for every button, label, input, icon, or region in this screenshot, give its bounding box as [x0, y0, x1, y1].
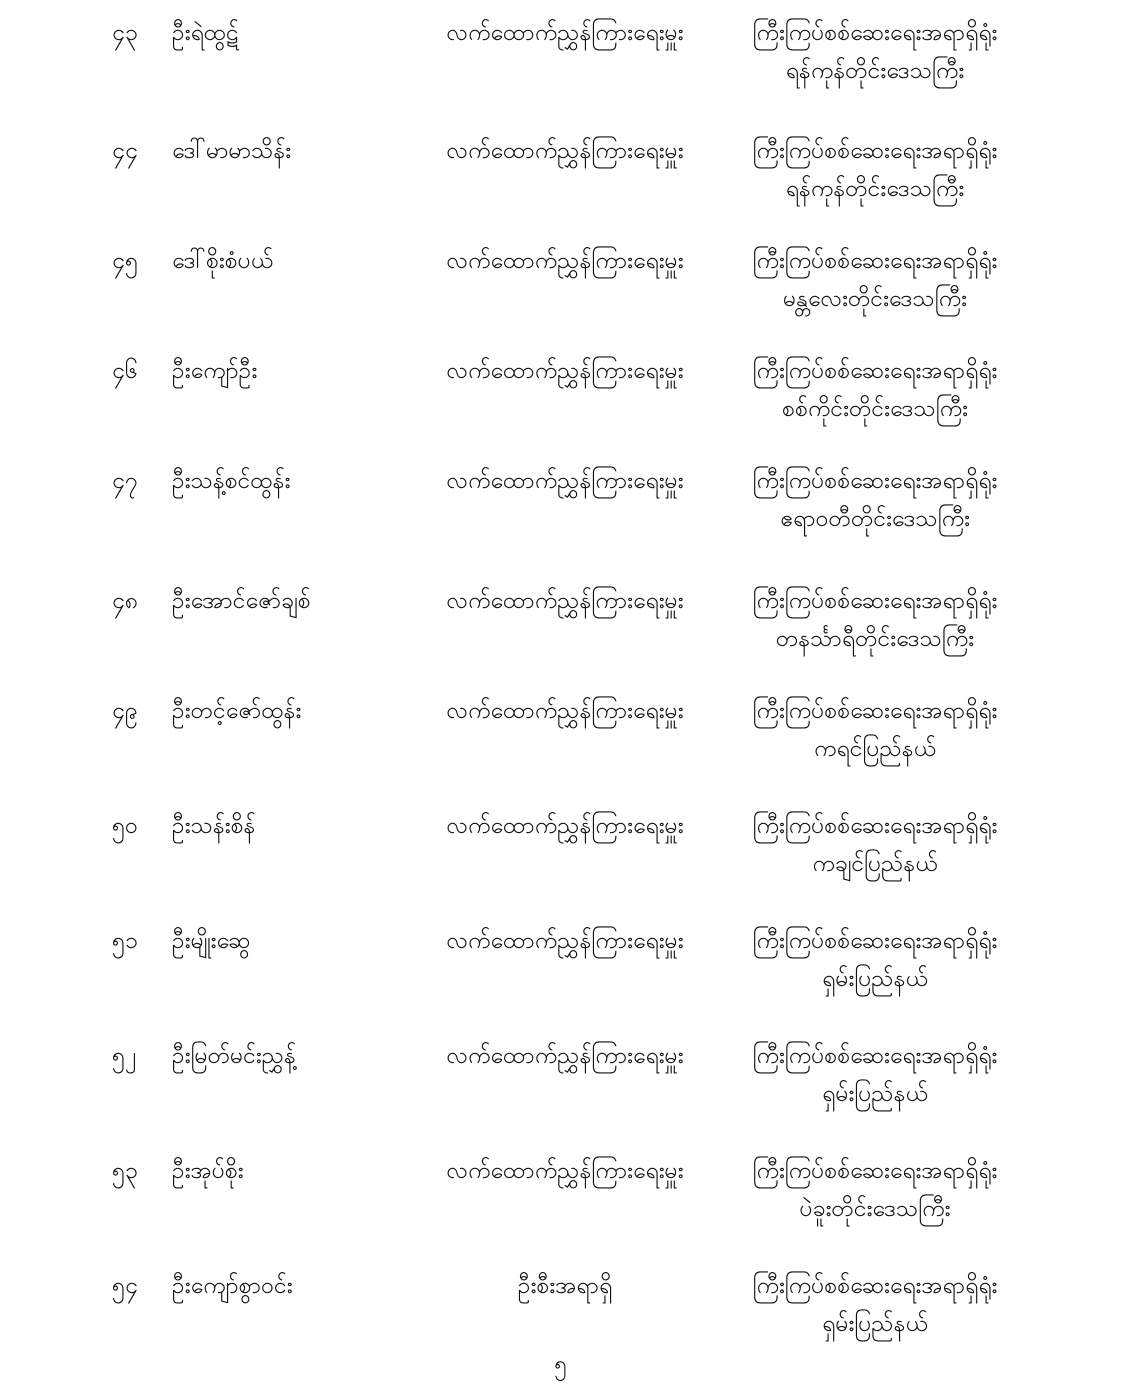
region-name: ရှမ်းပြည်နယ် [822, 966, 928, 992]
person-name: ဦးသန်းစိန် [172, 813, 256, 839]
row-number: ၅၁ [112, 928, 138, 954]
region-name: ရန်ကုန်တိုင်းဒေသကြီး [785, 58, 965, 84]
position-title: လက်ထောက်ညွှန်ကြားရေးမှူး [446, 358, 684, 384]
position-title: လက်ထောက်ညွှန်ကြားရေးမှူး [446, 928, 684, 954]
office-name: ကြီးကြပ်စစ်ဆေးရေးအရာရှိရုံး [752, 588, 998, 614]
row-number: ၄၇ [112, 468, 138, 494]
table-row [0, 352, 1121, 462]
position-title: လက်ထောက်ညွှန်ကြားရေးမှူး [446, 1158, 684, 1184]
row-number: ၅၂ [112, 1043, 137, 1069]
table-row [0, 922, 1121, 1032]
table-row [0, 692, 1121, 802]
row-number: ၅၃ [112, 1158, 138, 1184]
person-name: ဦးကျော်ဦး [172, 358, 258, 384]
office-name: ကြီးကြပ်စစ်ဆေးရေးအရာရှိရုံး [752, 928, 998, 954]
region-name: စစ်ကိုင်းတိုင်းဒေသကြီး [782, 396, 968, 422]
position-title: လက်ထောက်ညွှန်ကြားရေးမှူး [446, 813, 684, 839]
person-name: ဦးမြတ်မင်းညွှန့် [172, 1043, 296, 1069]
person-name: ဦးမျိုးဆွေ [172, 928, 251, 954]
office-name: ကြီးကြပ်စစ်ဆေးရေးအရာရှိရုံး [752, 1043, 998, 1069]
position-title: လက်ထောက်ညွှန်ကြားရေးမှူး [446, 588, 684, 614]
position-title: လက်ထောက်ညွှန်ကြားရေးမှူး [446, 698, 684, 724]
position-title: လက်ထောက်ညွှန်ကြားရေးမှူး [446, 138, 684, 164]
page-number: ၅ [554, 1352, 567, 1377]
row-number: ၄၉ [112, 698, 138, 724]
row-number: ၄၄ [112, 138, 138, 164]
office-name: ကြီးကြပ်စစ်ဆေးရေးအရာရှိရုံး [752, 358, 998, 384]
table-row [0, 582, 1121, 692]
region-name: မန္တလေးတိုင်းဒေသကြီး [783, 286, 967, 312]
office-name: ကြီးကြပ်စစ်ဆေးရေးအရာရှိရုံး [752, 1158, 998, 1184]
region-name: ရှမ်းပြည်နယ် [822, 1311, 928, 1337]
office-name: ကြီးကြပ်စစ်ဆေးရေးအရာရှိရုံး [752, 468, 998, 494]
person-name: ဦးအုပ်စိုး [172, 1158, 244, 1184]
office-name: ကြီးကြပ်စစ်ဆေးရေးအရာရှိရုံး [752, 813, 998, 839]
region-name: ကရင်ပြည်နယ် [814, 736, 936, 762]
row-number: ၄၈ [112, 588, 139, 614]
row-number: ၄၃ [112, 20, 138, 46]
person-name: ဒေါ်မာမာသိန်း [172, 138, 292, 164]
row-number: ၅၀ [112, 813, 138, 839]
table-row [0, 462, 1121, 572]
region-name: ပဲခူးတိုင်းဒေသကြီး [799, 1196, 951, 1222]
region-name: ရှမ်းပြည်နယ် [822, 1081, 928, 1107]
position-title: ဦးစီးအရာရှိ [517, 1273, 613, 1299]
office-name: ကြီးကြပ်စစ်ဆေးရေးအရာရှိရုံး [752, 248, 998, 274]
region-name: ဧရာဝတီတိုင်းဒေသကြီး [780, 506, 970, 532]
region-name: ကချင်ပြည်နယ် [812, 851, 938, 877]
row-number: ၄၆ [112, 358, 138, 384]
person-name: ဦးကျော်စွာဝင်း [172, 1273, 293, 1299]
table-row [0, 807, 1121, 917]
office-name: ကြီးကြပ်စစ်ဆေးရေးအရာရှိရုံး [752, 1273, 998, 1299]
table-row [0, 132, 1121, 242]
position-title: လက်ထောက်ညွှန်ကြားရေးမှူး [446, 248, 684, 274]
row-number: ၄၅ [112, 248, 138, 274]
person-name: ဒေါ်စိုးစံပယ် [172, 248, 274, 274]
region-name: ရန်ကုန်တိုင်းဒေသကြီး [785, 176, 965, 202]
person-name: ဦးသန့်စင်ထွန်း [172, 468, 291, 494]
row-number: ၅၄ [112, 1273, 138, 1299]
region-name: တနင်္သာရီတိုင်းဒေသကြီး [775, 626, 975, 652]
position-title: လက်ထောက်ညွှန်ကြားရေးမှူး [446, 468, 684, 494]
office-name: ကြီးကြပ်စစ်ဆေးရေးအရာရှိရုံး [752, 20, 998, 46]
office-name: ကြီးကြပ်စစ်ဆေးရေးအရာရှိရုံး [752, 698, 998, 724]
person-name: ဦးရဲထွဋ် [172, 20, 239, 46]
table-row [0, 14, 1121, 124]
position-title: လက်ထောက်ညွှန်ကြားရေးမှူး [446, 20, 684, 46]
position-title: လက်ထောက်ညွှန်ကြားရေးမှူး [446, 1043, 684, 1069]
person-name: ဦးတင့်ဇော်ထွန်း [172, 698, 302, 724]
table-row [0, 242, 1121, 352]
person-name: ဦးအောင်ဇော်ချစ် [172, 588, 311, 614]
table-row [0, 1152, 1121, 1262]
office-name: ကြီးကြပ်စစ်ဆေးရေးအရာရှိရုံး [752, 138, 998, 164]
table-row [0, 1037, 1121, 1147]
